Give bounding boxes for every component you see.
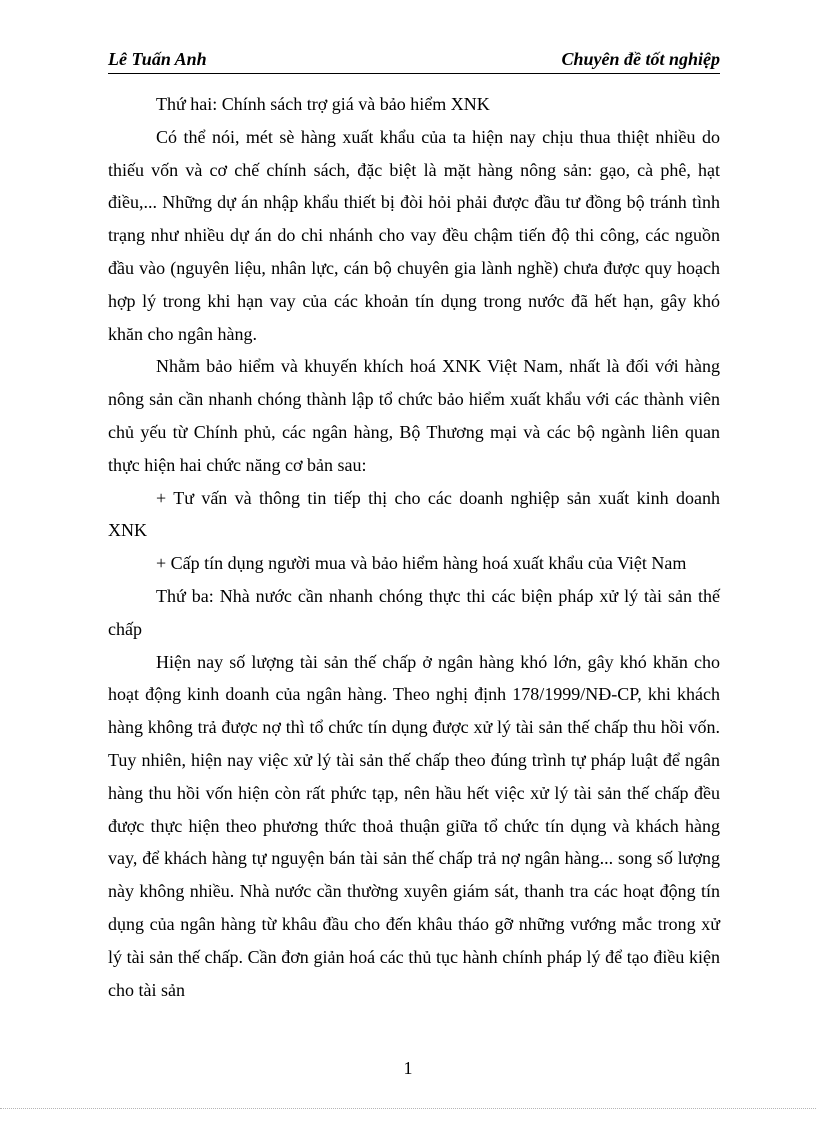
- page-header: [108, 49, 720, 74]
- body-text: [108, 88, 720, 1006]
- heading-third-measure: Thứ ba: Nhà nước cần nhanh chóng thực thi các biện pháp xử lý tài sản thế chấp: [108, 585, 720, 639]
- paragraph: Có thể nói, mét sè hàng xuất khẩu của ta hiện nay chịu thua thiệt nhiều do thiếu vốn và cơ chế chính sách, đặc biệt là mặt hàng nông sản: gạo, cà phê, hạt điều,... Những dự án nhập khẩu thiết bị đòi hỏi phải được đầu tư đồng bộ tránh tình trạng như nhiều dự án do chi nhánh cho vay đều chậm tiến độ thi công, các nguồn đầu vào (nguyên liệu, nhân lực, cán bộ chuyên gia lành nghề) chưa được quy hoạch hợp lý trong khi hạn vay của các khoản tín dụng trong nước đã hết hạn, gây khó khăn cho ngân hàng.: [108, 126, 720, 344]
- paragraph: Hiện nay số lượng tài sản thế chấp ở ngân hàng khó lớn, gây khó khăn cho hoạt động kinh doanh của ngân hàng. Theo nghị định 178/1999/NĐ-CP, khi khách hàng không trả được nợ thì tổ chức tín dụng được xử lý tài sản thế chấp thu hồi vốn. Tuy nhiên, hiện nay việc xử lý tài sản thế chấp theo đúng trình tự pháp luật để ngân hàng thu hồi vốn hiện còn rất phức tạp, nên hầu hết việc xử lý tài sản thế chấp đều được thực hiện theo phương thức thoả thuận giữa tổ chức tín dụng và khách hàng vay, để khách hàng tự nguyện bán tài sản thế chấp trả nợ ngân hàng... song số lượng này không nhiều. Nhà nước cần thường xuyên giám sát, thanh tra các hoạt động tín dụng của ngân hàng từ khâu đầu cho đến khâu tháo gỡ những vướng mắc trong xử lý tài sản thế chấp. Cần đơn giản hoá các thủ tục hành chính pháp lý để tạo điều kiện cho tài sản: [108, 651, 720, 1000]
- list-item: + Cấp tín dụng người mua và bảo hiểm hàng hoá xuất khẩu của Việt Nam: [156, 553, 687, 574]
- list-item: + Tư vấn và thông tin tiếp thị cho các doanh nghiệp sản xuất kinh doanh XNK: [108, 487, 720, 541]
- page-bottom-divider: [0, 1108, 816, 1109]
- paragraph: Nhằm bảo hiểm và khuyến khích hoá XNK Việt Nam, nhất là đối với hàng nông sản cần nhanh chóng thành lập tổ chức bảo hiểm xuất khẩu với các thành viên chủ yếu từ Chính phủ, các ngân hàng, Bộ Thương mại và các bộ ngành liên quan thực hiện hai chức năng cơ bản sau:: [108, 356, 720, 475]
- header-author: Lê Tuấn Anh: [108, 49, 207, 69]
- header-title: Chuyên đề tốt nghiệp: [561, 49, 720, 69]
- heading-second-measure: Thứ hai: Chính sách trợ giá và bảo hiểm XNK: [156, 94, 490, 114]
- page-number: 1: [403, 1058, 413, 1078]
